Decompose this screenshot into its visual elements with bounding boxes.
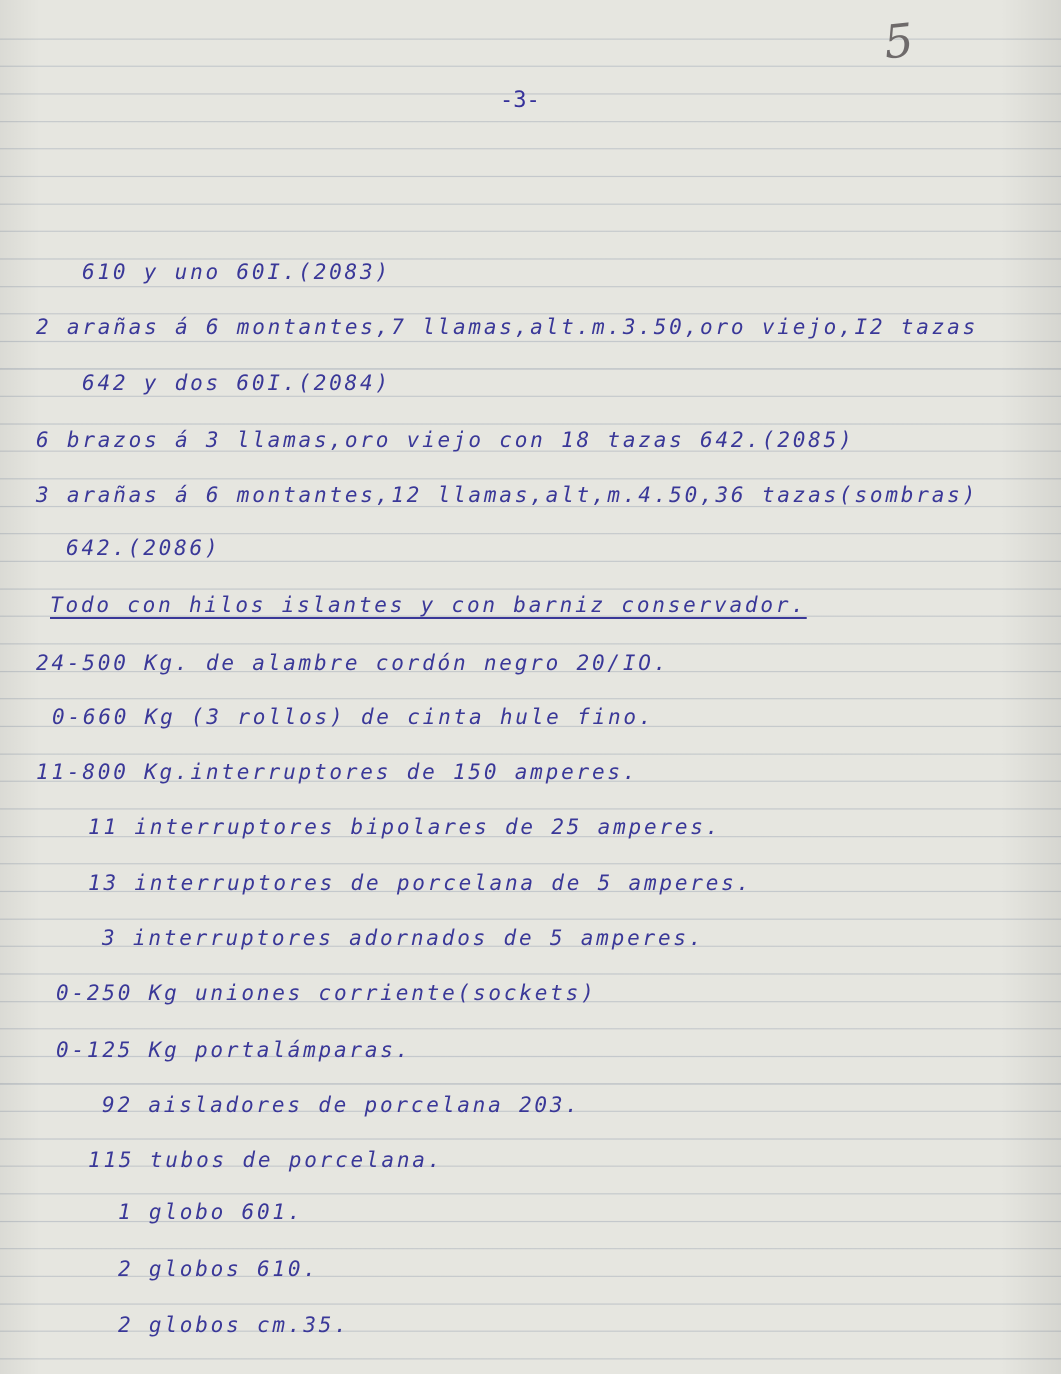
text-line: 0-125 Kg portalámparas. bbox=[56, 1038, 412, 1062]
text-line: 6 brazos á 3 llamas,oro viejo con 18 tazas 642.(2085) bbox=[36, 428, 855, 452]
text-line: 2 globos cm.35. bbox=[118, 1313, 350, 1337]
text-line: 0-660 Kg (3 rollos) de cinta hule fino. bbox=[52, 705, 655, 729]
text-line: 3 interruptores adornados de 5 amperes. bbox=[102, 926, 705, 950]
text-line: 642.(2086) bbox=[66, 536, 221, 560]
text-line: 11-800 Kg.interruptores de 150 amperes. bbox=[36, 760, 639, 784]
text-line: 3 arañas á 6 montantes,12 llamas,alt,m.4.50,36 tazas(sombras) bbox=[36, 483, 979, 507]
text-line: 1 globo 601. bbox=[118, 1200, 304, 1224]
underlined-line: Todo con hilos islantes y con barniz conservador. bbox=[50, 593, 807, 617]
handwritten-page-mark: 5 bbox=[881, 12, 917, 70]
text-line: 24-500 Kg. de alambre cordón negro 20/IO. bbox=[36, 651, 670, 675]
text-line: 0-250 Kg uniones corriente(sockets) bbox=[56, 981, 597, 1005]
text-line: 2 arañas á 6 montantes,7 llamas,alt.m.3.50,oro viejo,I2 tazas bbox=[36, 315, 979, 339]
text-line: 92 aisladores de porcelana 203. bbox=[102, 1093, 581, 1117]
text-line: 642 y dos 60I.(2084) bbox=[82, 371, 391, 395]
text-line: 115 tubos de porcelana. bbox=[88, 1148, 444, 1172]
text-line: 610 y uno 60I.(2083) bbox=[82, 260, 391, 284]
page-number: -3- bbox=[500, 88, 540, 113]
text-line: 13 interruptores de porcelana de 5 amperes. bbox=[88, 871, 753, 895]
text-line: 2 globos 610. bbox=[118, 1257, 319, 1281]
text-line: 11 interruptores bipolares de 25 amperes. bbox=[88, 815, 722, 839]
